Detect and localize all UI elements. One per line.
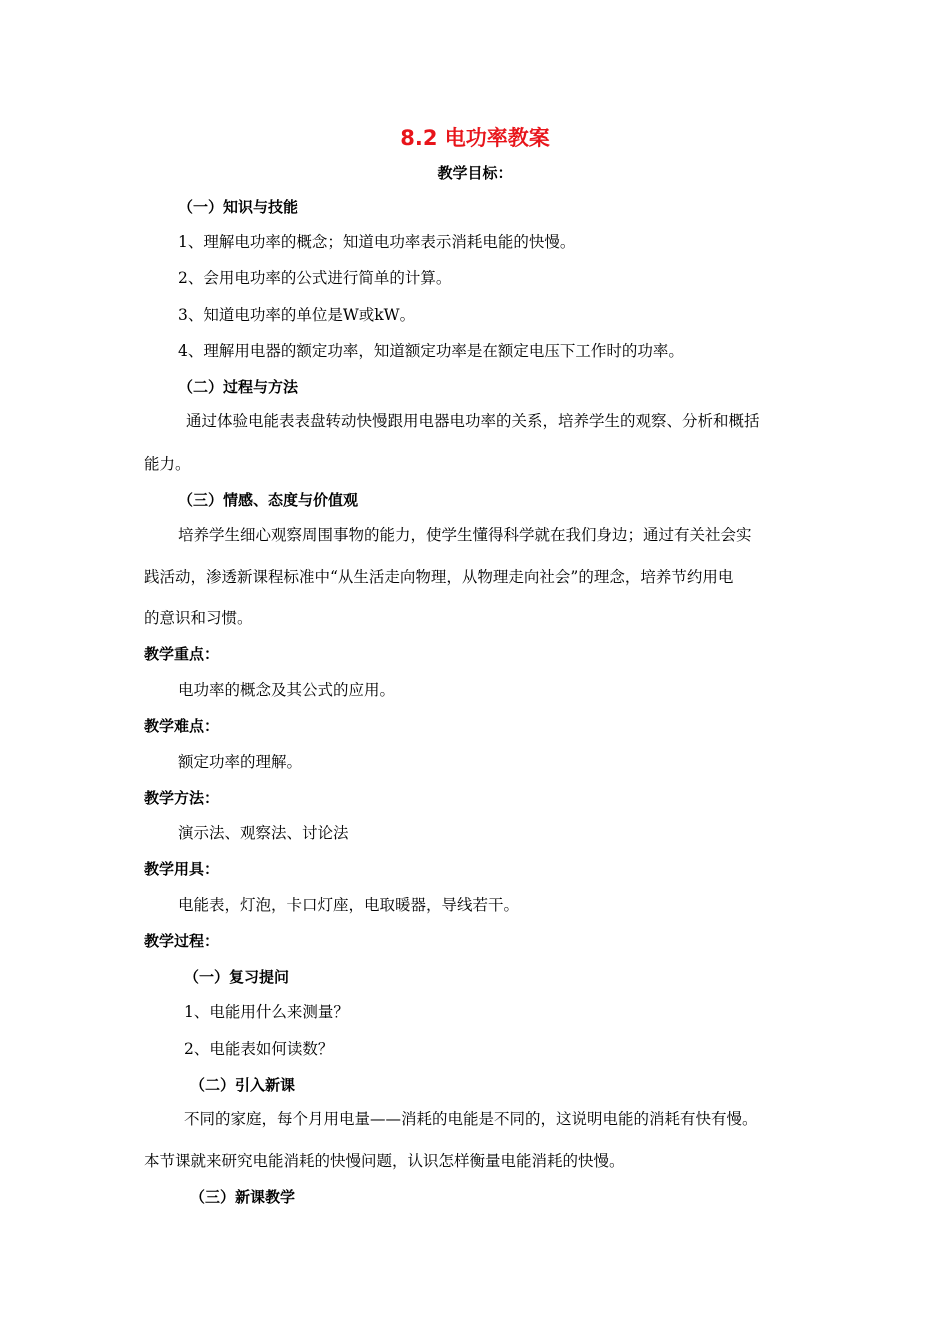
values-line-3: 的意识和习惯。 — [144, 609, 253, 627]
new-lesson-heading: （三）新课教学 — [190, 1188, 296, 1206]
intro-line-2: 本节课就来研究电能消耗的快慢问题，认识怎样衡量电能消耗的快慢。 — [144, 1152, 625, 1170]
knowledge-item-2: 2、会用电功率的公式进行简单的计算。 — [178, 269, 452, 287]
knowledge-item-1: 1、理解电功率的概念；知道电功率表示消耗电能的快慢。 — [178, 233, 576, 251]
values-line-2: 践活动，渗透新课程标准中“从生活走向物理，从物理走向社会”的理念，培养节约用电 — [144, 568, 734, 586]
objectives-heading: 教学目标： — [437, 164, 513, 182]
methods-heading: 教学方法： — [144, 789, 220, 807]
difficulties-heading: 教学难点： — [144, 717, 220, 735]
intro-heading: （二）引入新课 — [190, 1076, 296, 1094]
knowledge-item-3: 3、知道电功率的单位是W或kW。 — [178, 306, 416, 324]
key-points-heading: 教学重点： — [144, 645, 220, 663]
tools-heading: 教学用具： — [144, 860, 220, 878]
difficulties-text: 额定功率的理解。 — [178, 753, 303, 771]
values-heading: （三）情感、态度与价值观 — [178, 491, 359, 509]
review-item-1: 1、电能用什么来测量？ — [184, 1003, 349, 1021]
knowledge-heading: （一）知识与技能 — [178, 198, 299, 216]
knowledge-item-4: 4、理解用电器的额定功率，知道额定功率是在额定电压下工作时的功率。 — [178, 342, 684, 360]
key-points-text: 电功率的概念及其公式的应用。 — [178, 681, 396, 699]
methods-text: 演示法、观察法、讨论法 — [178, 824, 349, 842]
review-item-2: 2、电能表如何读数？ — [184, 1040, 334, 1058]
values-line-1: 培养学生细心观察周围事物的能力，使学生懂得科学就在我们身边；通过有关社会实 — [178, 526, 752, 544]
teaching-process-heading: 教学过程： — [144, 932, 220, 950]
process-method-line-2: 能力。 — [144, 455, 191, 473]
process-method-heading: （二）过程与方法 — [178, 378, 299, 396]
tools-text: 电能表，灯泡，卡口灯座，电取暖器，导线若干。 — [178, 896, 520, 914]
review-heading: （一）复习提问 — [184, 968, 290, 986]
intro-line-1: 不同的家庭，每个月用电量——消耗的电能是不同的，这说明电能的消耗有快有慢。 — [184, 1110, 758, 1128]
process-method-line-1: 通过体验电能表表盘转动快慢跟用电器电功率的关系，培养学生的观察、分析和概括 — [186, 412, 760, 430]
document-title: 8.2 电功率教案 — [400, 126, 550, 150]
